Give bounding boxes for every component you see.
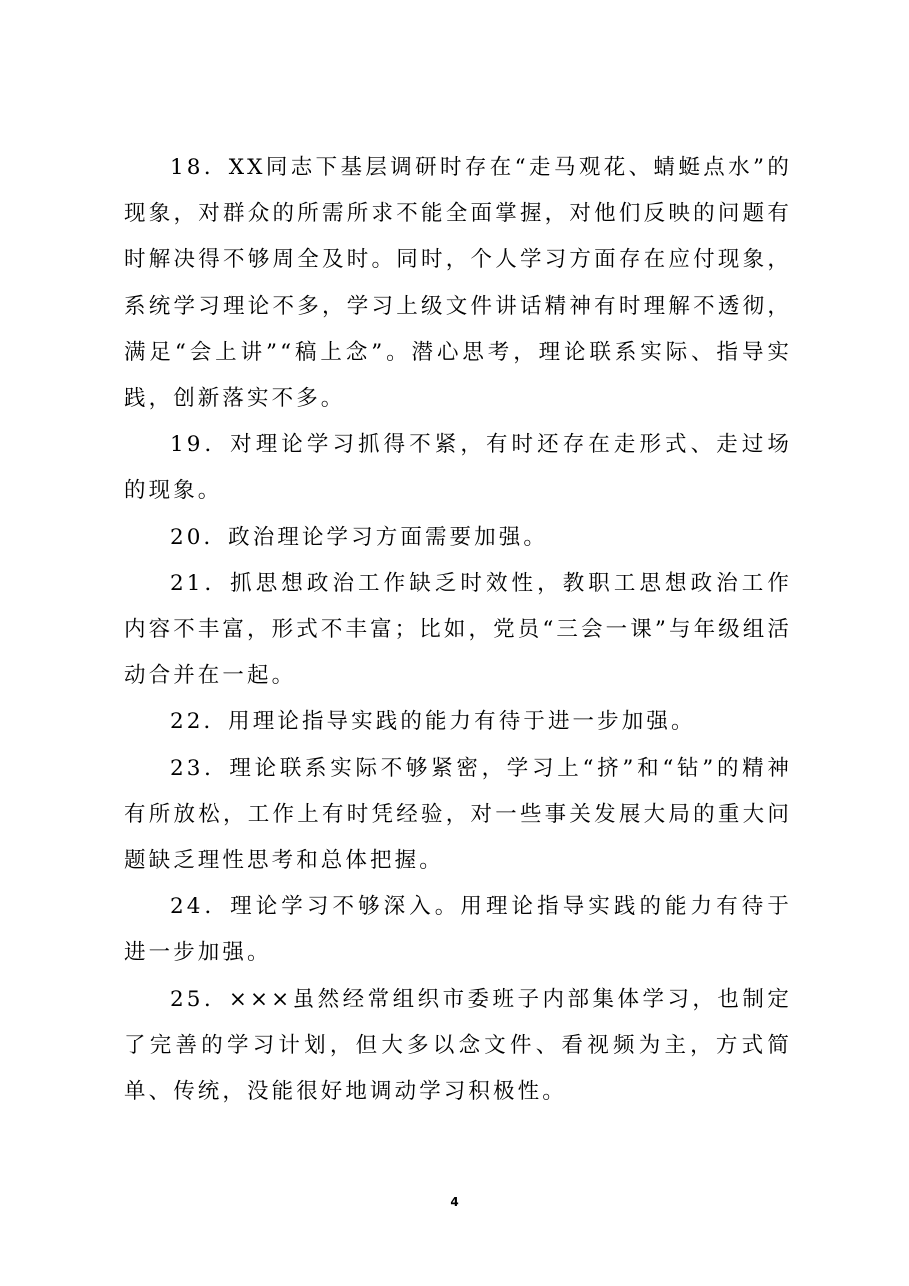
paragraph-23: 23．理论联系实际不够紧密，学习上“挤”和“钻”的精神有所放松，工作上有时凭经验，对一些事关发展大局的重大问题缺乏理性思考和总体把握。 bbox=[124, 755, 792, 874]
paragraph-25: 25．×××虽然经常组织市委班子内部集体学习，也制定了完善的学习计划，但大多以念文件、看视频为主，方式简单、传统，没能很好地调动学习积极性。 bbox=[124, 986, 792, 1105]
paragraph-20: 20．政治理论学习方面需要加强。 bbox=[170, 524, 548, 550]
page-number: 4 bbox=[450, 1195, 459, 1209]
paragraph-21: 21．抓思想政治工作缺乏时效性，教职工思想政治工作内容不丰富，形式不丰富；比如，党员“三会一课”与年级组活动合并在一起。 bbox=[124, 570, 792, 689]
document-body bbox=[124, 145, 792, 1115]
paragraph-19: 19．对理论学习抓得不紧，有时还存在走形式、走过场的现象。 bbox=[124, 432, 792, 504]
paragraph-18: 18．XX同志下基层调研时存在“走马观花、蜻蜓点水”的现象，对群众的所需所求不能全面掌握，对他们反映的问题有时解决得不够周全及时。同时，个人学习方面存在应付现象，系统学习理论不多，学习上级文件讲话精神有时理解不透彻，满足“会上讲”“稿上念”。潜心思考，理论联系实际、指导实践，创新落实不多。 bbox=[124, 155, 792, 412]
paragraph-24: 24．理论学习不够深入。用理论指导实践的能力有待于进一步加强。 bbox=[124, 894, 792, 966]
paragraph-22: 22．用理论指导实践的能力有待于进一步加强。 bbox=[170, 709, 696, 735]
